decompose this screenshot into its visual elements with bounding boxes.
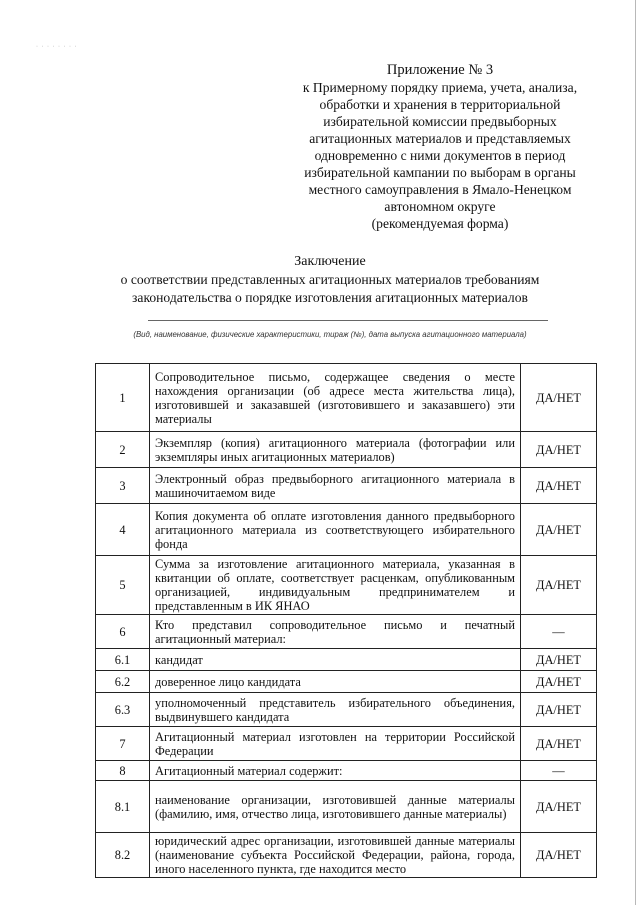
row-answer: ДА/НЕТ — [521, 649, 597, 671]
row-number: 2 — [96, 432, 150, 468]
table-row — [96, 432, 597, 468]
row-answer: ДА/НЕТ — [521, 504, 597, 556]
row-number: 4 — [96, 504, 150, 556]
row-criterion: юридический адрес организации, изготовившей данные материалы (наименование субъекта Российской Федерации, района, города, иного населенного пункта, где находится место — [150, 833, 521, 878]
header-line: избирательной кампании по выборам в органы — [304, 165, 576, 180]
table-row — [96, 649, 597, 671]
row-number: 1 — [96, 364, 150, 432]
table-row — [96, 727, 597, 761]
header-line: агитационных материалов и представляемых — [309, 131, 571, 146]
row-answer: ДА/НЕТ — [521, 833, 597, 878]
conclusion-line: законодательства о порядке изготовления агитационных материалов — [132, 290, 528, 305]
row-number: 7 — [96, 727, 150, 761]
scan-page-edge — [635, 0, 636, 905]
row-number: 8.2 — [96, 833, 150, 878]
row-answer: ДА/НЕТ — [521, 781, 597, 833]
row-answer: ДА/НЕТ — [521, 556, 597, 615]
row-number: 3 — [96, 468, 150, 504]
field-caption: (Вид, наименование, физические характеристики, тираж (№), дата выпуска агитационного материала) — [133, 330, 527, 339]
table-row — [96, 364, 597, 432]
header-line: (рекомендуемая форма) — [371, 216, 509, 231]
row-answer: ДА/НЕТ — [521, 671, 597, 693]
row-number: 8.1 — [96, 781, 150, 833]
header-line: автономном округе — [384, 199, 496, 214]
table-row — [96, 556, 597, 615]
header-line: избирательной комиссии предвыборных — [323, 114, 557, 129]
row-answer: ДА/НЕТ — [521, 432, 597, 468]
row-answer: ДА/НЕТ — [521, 727, 597, 761]
header-line: обработки и хранения в территориальной — [319, 97, 561, 112]
fill-in-line — [148, 320, 548, 321]
scan-artifact: · · · · · · · · — [36, 44, 78, 50]
row-criterion: доверенное лицо кандидата — [150, 671, 521, 693]
row-criterion: Сумма за изготовление агитационного материала, указанная в квитанции об оплате, соответствует расценкам, опубликованным организацией, индивидуальным предпринимателем и представленным в ИК ЯНАО — [150, 556, 521, 615]
row-criterion: Кто представил сопроводительное письмо и печатный агитационный материал: — [150, 615, 521, 649]
conclusion-heading: Заключение — [294, 254, 366, 269]
row-answer: ДА/НЕТ — [521, 364, 597, 432]
conclusion-block — [60, 253, 600, 307]
row-criterion: Агитационный материал содержит: — [150, 761, 521, 781]
header-line: местного самоуправления в Ямало-Ненецком — [308, 182, 572, 197]
row-criterion: Агитационный материал изготовлен на территории Российской Федерации — [150, 727, 521, 761]
appendix-title: Приложение № 3 — [386, 62, 494, 78]
row-answer: — — [521, 761, 597, 781]
row-number: 6.3 — [96, 693, 150, 727]
row-number: 6.2 — [96, 671, 150, 693]
row-answer: — — [521, 615, 597, 649]
row-criterion: Копия документа об оплате изготовления данного предвыборного агитационного материала из соответствующего избирательного фонда — [150, 504, 521, 556]
header-line: к Примерному порядку приема, учета, анализа, — [302, 80, 578, 95]
table-row — [96, 615, 597, 649]
row-answer: ДА/НЕТ — [521, 468, 597, 504]
row-criterion: уполномоченный представитель избирательного объединения, выдвинувшего кандидата — [150, 693, 521, 727]
row-criterion: кандидат — [150, 649, 521, 671]
row-answer: ДА/НЕТ — [521, 693, 597, 727]
checklist-table — [95, 363, 597, 878]
table-row — [96, 671, 597, 693]
table-row — [96, 504, 597, 556]
table-row — [96, 761, 597, 781]
row-number: 8 — [96, 761, 150, 781]
row-criterion: Сопроводительное письмо, содержащее сведения о месте нахождения организации (об адресе места жительства лица), изготовившей и заказавшей (изготовившего и заказавшего) эти материалы — [150, 364, 521, 432]
row-number: 6 — [96, 615, 150, 649]
row-number: 6.1 — [96, 649, 150, 671]
row-number: 5 — [96, 556, 150, 615]
appendix-header — [280, 62, 600, 232]
row-criterion: Экземпляр (копия) агитационного материала (фотографии или экземпляры иных агитационных материалов) — [150, 432, 521, 468]
table-row — [96, 468, 597, 504]
header-line: одновременно с ними документов в период — [314, 148, 566, 163]
table-row — [96, 693, 597, 727]
row-criterion: Электронный образ предвыборного агитационного материала в машиночитаемом виде — [150, 468, 521, 504]
conclusion-line: о соответствии представленных агитационных материалов требованиям — [120, 272, 540, 287]
table-row — [96, 781, 597, 833]
row-criterion: наименование организации, изготовившей данные материалы (фамилию, имя, отчество лица, изготовившего данные материалы) — [150, 781, 521, 833]
table-row — [96, 833, 597, 878]
